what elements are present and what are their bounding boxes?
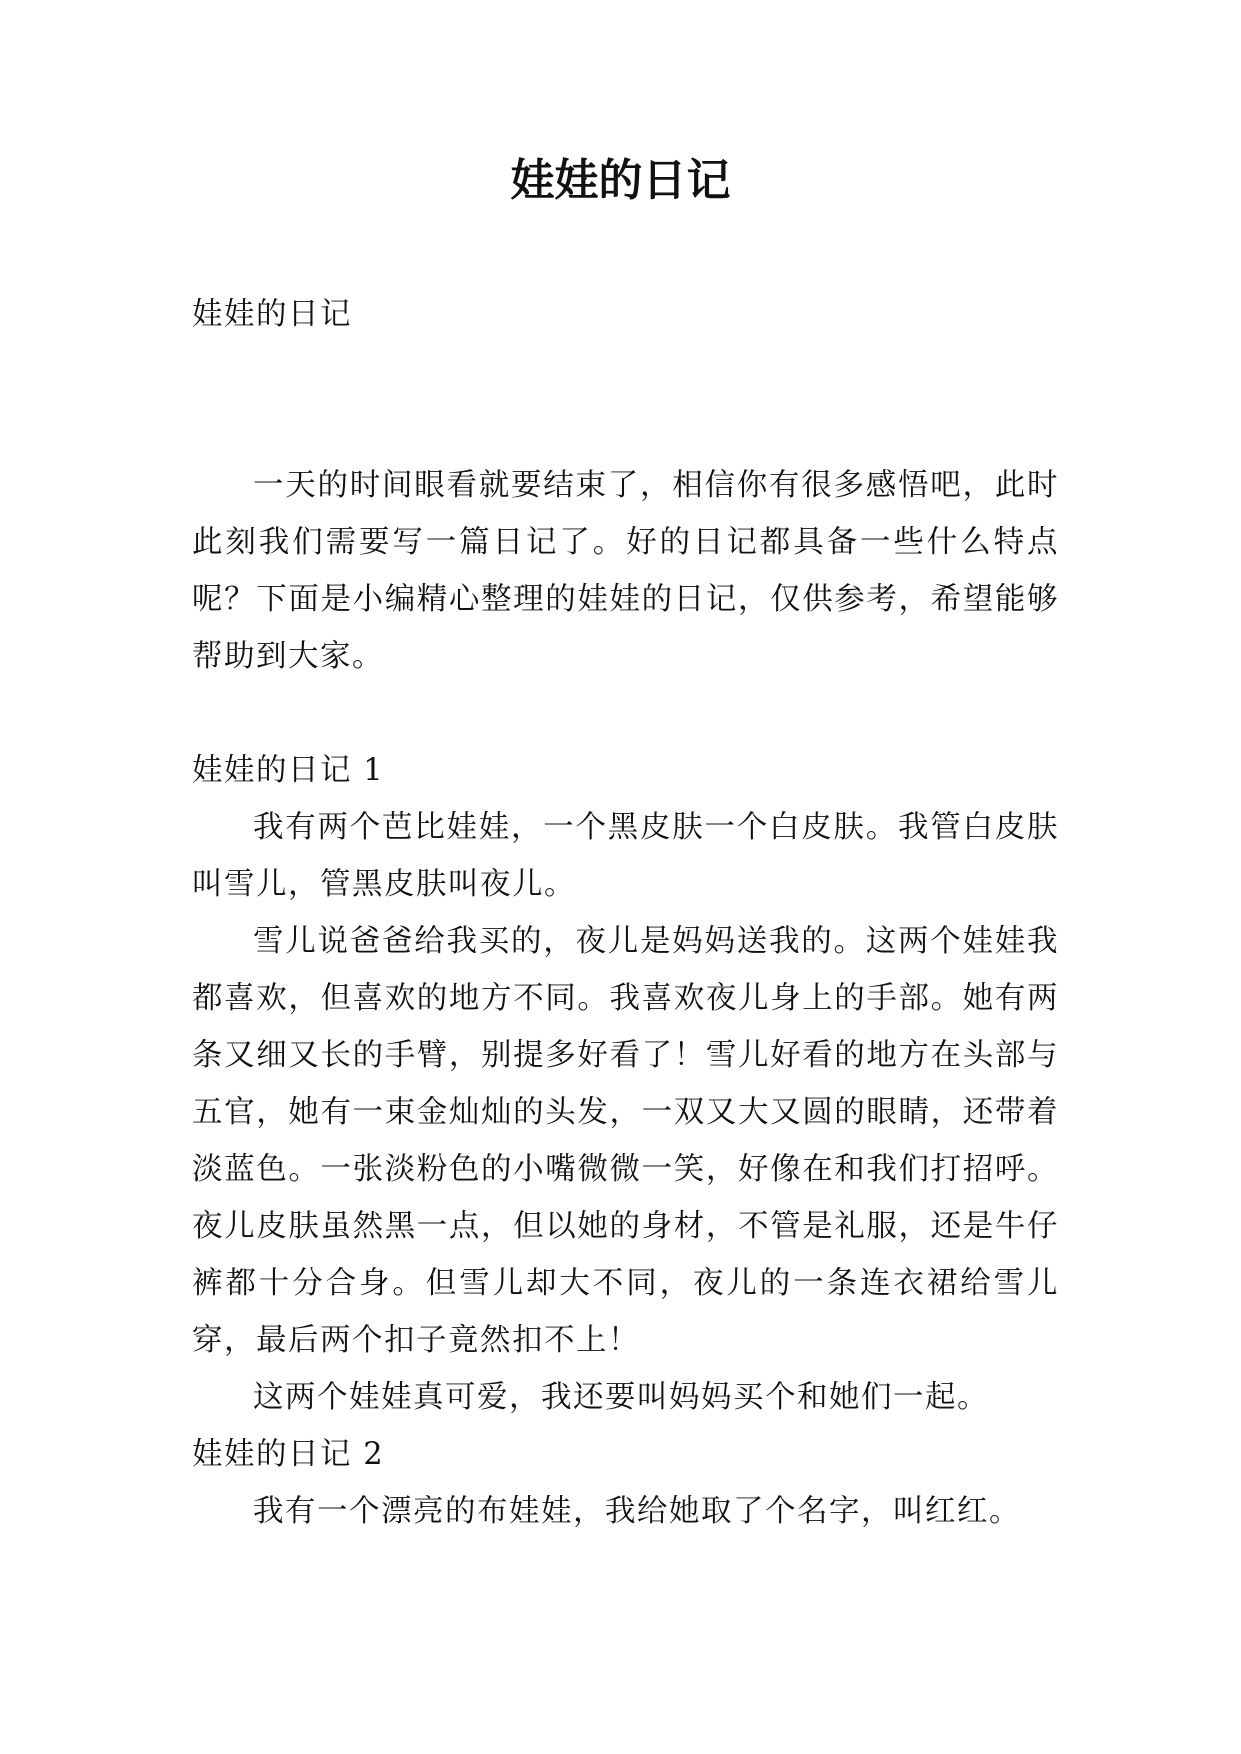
section-heading-1: 娃娃的日记 1 [192, 753, 385, 788]
spacer [192, 685, 1059, 742]
section-1-paragraph-1: 我有两个芭比娃娃，一个黑皮肤一个白皮肤。我管白皮肤叫雪儿，管黑皮肤叫夜儿。 [192, 810, 1059, 902]
section-2-paragraph-1: 我有一个漂亮的布娃娃，我给她取了个名字，叫红红。 [253, 1494, 1021, 1529]
section-1-paragraph-3: 这两个娃娃真可爱，我还要叫妈妈买个和她们一起。 [253, 1380, 989, 1415]
document-subtitle: 娃娃的日记 [192, 297, 352, 332]
spacer [192, 343, 1059, 457]
intro-paragraph: 一天的时间眼看就要结束了，相信你有很多感悟吧，此时此刻我们需要写一篇日记了。好的日记都具备一些什么特点呢？下面是小编精心整理的娃娃的日记，仅供参考，希望能够帮助到大家。 [192, 468, 1059, 674]
document-body [192, 286, 1059, 1540]
section-heading-2: 娃娃的日记 2 [192, 1437, 385, 1472]
section-1-paragraph-2: 雪儿说爸爸给我买的，夜儿是妈妈送我的。这两个娃娃我都喜欢，但喜欢的地方不同。我喜欢夜儿身上的手部。她有两条又细又长的手臂，别提多好看了！雪儿好看的地方在头部与五官，她有一束金灿灿的头发，一双又大又圆的眼睛，还带着淡蓝色。一张淡粉色的小嘴微微一笑，好像在和我们打招呼。夜儿皮肤虽然黑一点，但以她的身材，不管是礼服，还是牛仔裤都十分合身。但雪儿却大不同，夜儿的一条连衣裙给雪儿穿，最后两个扣子竟然扣不上！ [192, 924, 1059, 1358]
document-title: 娃娃的日记 [510, 155, 731, 206]
